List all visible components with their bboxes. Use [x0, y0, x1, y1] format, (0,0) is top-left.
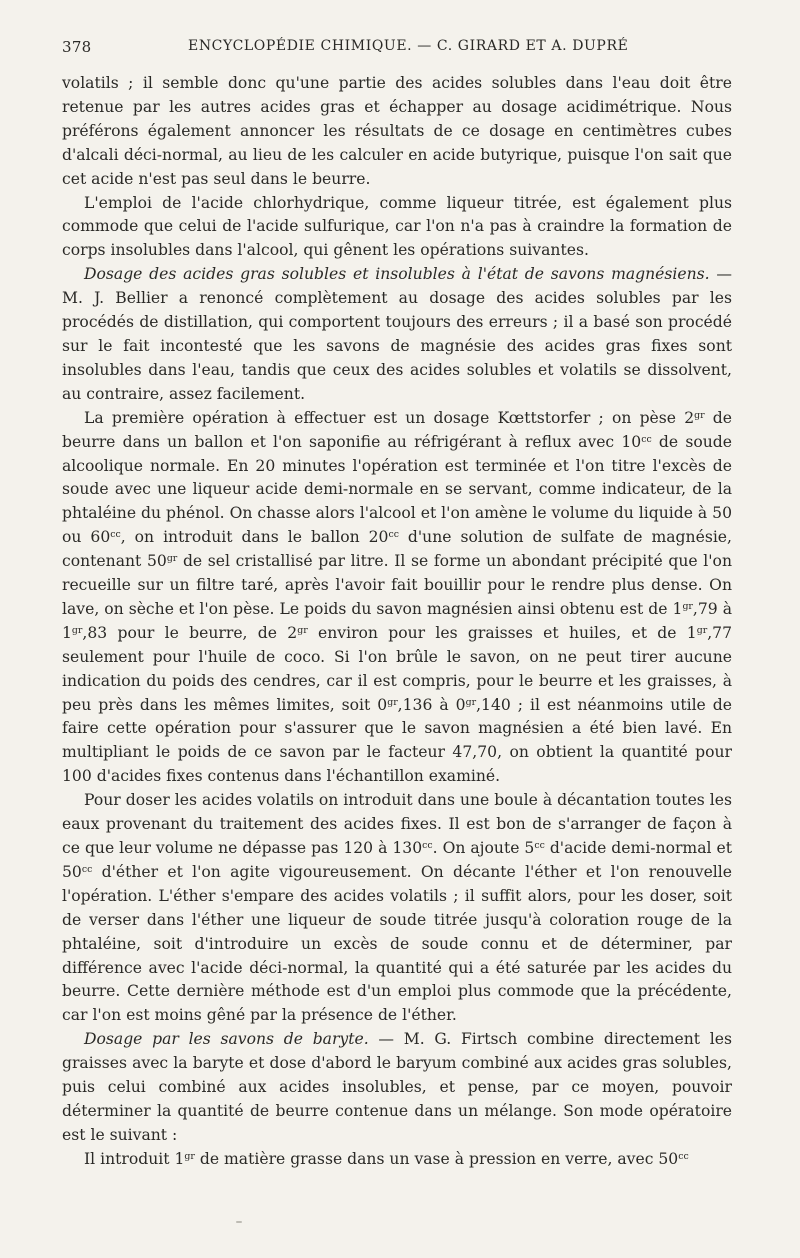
text-run: d'acide demi-normal et 50 [62, 839, 732, 881]
text-run: ,136 à 0 [397, 695, 466, 714]
paragraph [62, 1028, 732, 1148]
text-run: de sel cristallisé par litre. Il se forme un abondant précipité que l'on recueille sur un filtre taré, après l'avoir fait bouillir pour le rendre plus dense. On lave, on sèche et l'on pèse. Le poids du savon magnésien ainsi obtenu est de 1 [62, 552, 732, 618]
running-title: ENCYCLOPÉDIE CHIMIQUE. — C. GIRARD ET A. DUPRÉ [188, 38, 629, 54]
text-run: Il introduit 1 [84, 1149, 185, 1168]
unit-superscript: gr [166, 552, 178, 564]
unit-superscript: cc [388, 529, 399, 541]
text-run: ,83 pour le beurre, de 2 [82, 623, 298, 642]
text-run: de matière grasse dans un vase à pression en verre, avec 50 [194, 1149, 679, 1168]
unit-superscript: gr [184, 1150, 195, 1162]
unit-superscript: cc [81, 863, 93, 875]
paragraph [62, 1148, 732, 1172]
section-subheading: Dosage par les savons de baryte. [84, 1030, 369, 1049]
unit-superscript: cc [110, 529, 121, 541]
paragraph-text: L'emploi de l'acide chlorhydrique, comme liqueur titrée, est également plus commode que celui de l'acide sulfurique, car l'on n'a pas à craindre la formation de corps insolubles dans l'alcool, qui gênent les opérations suivantes. [62, 193, 732, 260]
paragraph [62, 789, 732, 1028]
unit-superscript: gr [71, 624, 83, 636]
unit-superscript: gr [682, 600, 693, 612]
section-subheading: Dosage des acides gras solubles et insolubles à l'état de savons magnésiens. [84, 265, 710, 284]
text-run: de beurre dans un ballon et l'on saponifie au réfrigérant à reflux avec 10 [62, 408, 732, 451]
text-run: . On ajoute 5 [432, 839, 535, 857]
page-number: 378 [62, 38, 92, 56]
unit-superscript: gr [696, 624, 708, 636]
unit-superscript: gr [387, 696, 398, 708]
text-run: environ pour les graisses et huiles, et de 1 [307, 623, 697, 642]
unit-superscript: cc [534, 839, 545, 851]
text-run: ,77 seulement pour l'huile de coco. Si l'on brûle le savon, on ne peut tirer aucune indication du poids des cendres, car il est compris, pour le beurre et les graisses, à peu près dans les mêmes limites, soit 0 [62, 623, 732, 714]
page-header [62, 38, 732, 62]
paragraph [62, 72, 732, 192]
text-run: d'éther et l'on agite vigoureusement. On décante l'éther et l'on renouvelle l'opération. L'éther s'empare des acides volatils ; il suffit alors, pour les doser, soit de verser dans l'éther une liqueur de soude titrée jusqu'à coloration rouge de la phtaléine, soit d'introduire un excès de soude connu et de déterminer, par différence avec l'acide déci-normal, la quantité qui a été saturée par les acides du beurre. Cette dernière méthode est d'un emploi plus commode que la précédente, car l'on est moins gêné par la présence de l'éther. [62, 862, 732, 1025]
unit-superscript: cc [641, 433, 652, 445]
text-run: d'une solution de sulfate de magnésie, contenant 50 [62, 528, 732, 571]
paragraph-text: — M. G. Firtsch combine directement les graisses avec la baryte et dose d'abord le baryum combiné aux acides gras solubles, puis celui combiné aux acides insolubles, et pense, par ce moyen, pouvoir déterminer la quantité de beurre contenue dans un mélange. Son mode opératoire est le suivant : [62, 1030, 732, 1144]
paragraph [62, 263, 732, 406]
text-run: ,140 ; il est néanmoins utile de faire cette opération pour s'assurer que le savon magnésien a été bien lavé. En multipliant le poids de ce savon par le facteur 47,70, on obtient la quantité pour 100 d'acides fixes contenus dans l'échantillon examiné. [62, 695, 732, 786]
paragraph [62, 192, 732, 264]
unit-superscript: gr [297, 624, 308, 636]
unit-superscript: cc [678, 1150, 689, 1162]
text-run: , on introduit dans le ballon 20 [120, 528, 389, 547]
print-speck [236, 1221, 242, 1223]
unit-superscript: gr [694, 409, 705, 421]
body-text [62, 72, 732, 1172]
unit-superscript: cc [422, 839, 433, 851]
paragraph-text: volatils ; il semble donc qu'une partie des acides solubles dans l'eau doit être retenue par les autres acides gras et échapper au dosage acidimétrique. Nous préférons également annoncer les résultats de ce dosage en centimètres cubes d'alcali déci-normal, au lieu de les calculer en acide butyrique, puisque l'on sait que cet acide n'est pas seul dans le beurre. [62, 74, 732, 188]
paragraph-text: — M. J. Bellier a renoncé complètement au dosage des acides solubles par les procédés de distillation, qui comportent toujours des erreurs ; il a basé son procédé sur le fait incontesté que les savons de magnésie des acides gras fixes sont insolubles dans l'eau, tandis que ceux des acides solubles et volatils se dissolvent, au contraire, assez facilement. [62, 265, 732, 403]
text-run: ,79 à 1 [62, 599, 732, 642]
text-run: Pour doser les acides volatils on introduit dans une boule à décantation toutes les eaux provenant du traitement des acides fixes. Il est bon de s'arranger de façon à ce que leur volume ne dépasse pas 120 à 130 [62, 791, 732, 857]
unit-superscript: gr [465, 696, 477, 708]
text-run: de soude alcoolique normale. En 20 minutes l'opération est terminée et l'on titre l'excès de soude avec une liqueur acide demi-normale en se servant, comme indicateur, de la phtaléine du phénol. On chasse alors l'alcool et l'on amène le volume du liquide à 50 ou 60 [62, 432, 732, 547]
paragraph [62, 407, 732, 790]
text-run: La première opération à effectuer est un dosage Kœttstorfer ; on pèse 2 [84, 408, 695, 427]
